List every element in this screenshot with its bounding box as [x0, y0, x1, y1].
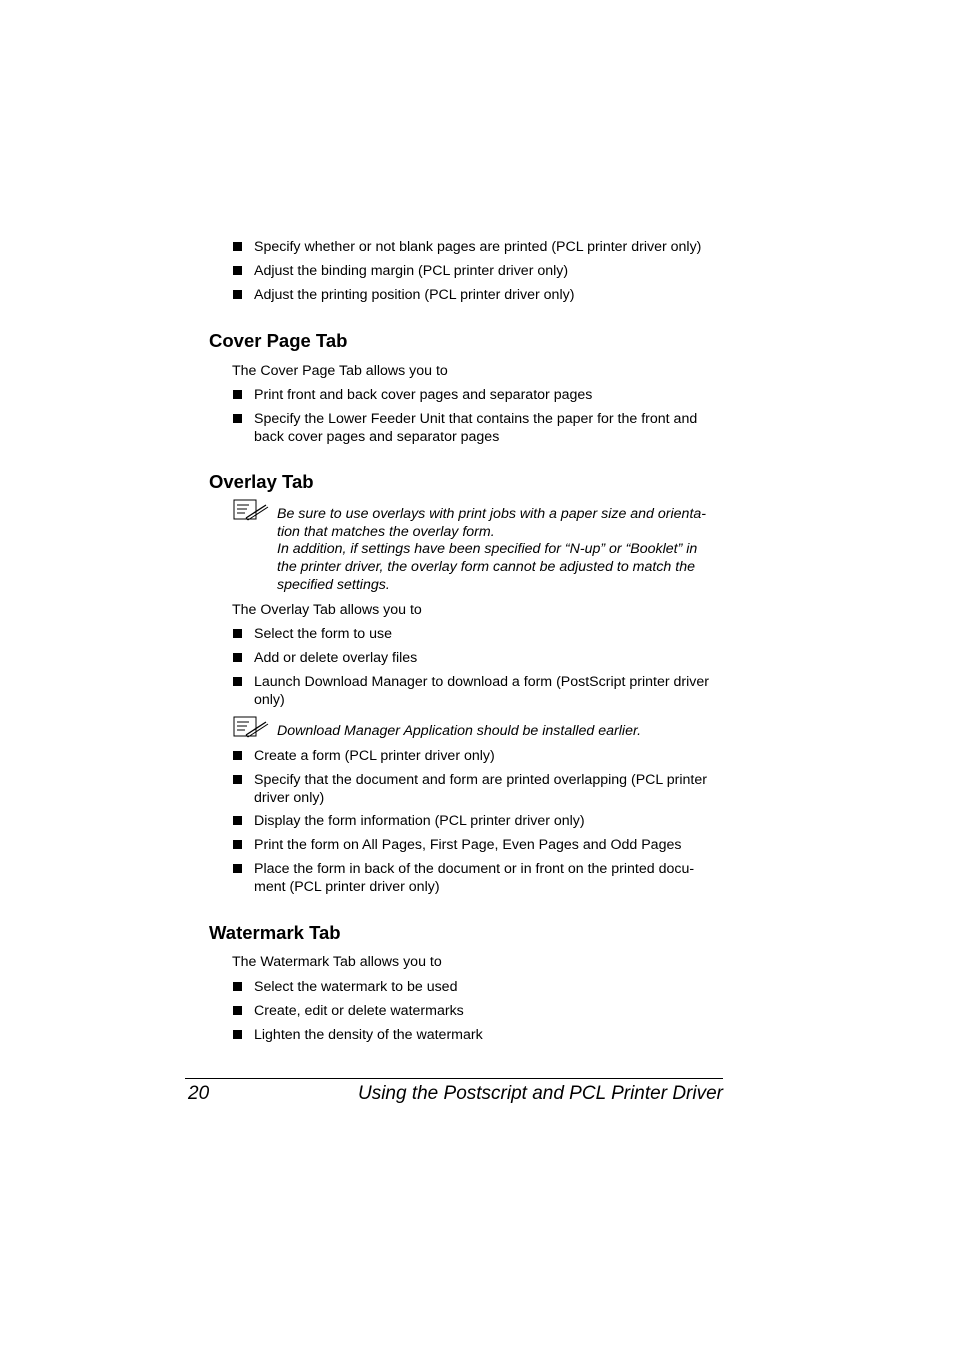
list-item-text: Print front and back cover pages and separator pages: [254, 387, 593, 403]
list-item-text-continued: back cover pages and separator pages: [254, 429, 500, 445]
section-heading-cover-page: Cover Page Tab: [209, 330, 348, 351]
section-heading-watermark: Watermark Tab: [209, 922, 341, 943]
list-item-text: Adjust the printing position (PCL printer driver only): [254, 287, 575, 303]
note-line: Be sure to use overlays with print jobs with a paper size and orienta-: [277, 506, 706, 522]
footer-title: Using the Postscript and PCL Printer Driver: [357, 1083, 723, 1104]
list-item-text: Select the form to use: [254, 626, 393, 642]
list-item-text: Launch Download Manager to download a form (PostScript printer driver: [254, 674, 710, 690]
list-item-text: Specify that the document and form are printed overlapping (PCL printer: [254, 772, 707, 788]
section-intro: The Overlay Tab allows you to: [232, 602, 422, 618]
note-pencil-icon: [233, 716, 269, 738]
section-intro: The Cover Page Tab allows you to: [232, 363, 448, 379]
list-item-text: Place the form in back of the document or in front on the printed docu-: [254, 861, 695, 877]
square-bullet-icon: [233, 629, 242, 638]
note-line: tion that matches the overlay form.: [277, 524, 495, 540]
section-intro: The Watermark Tab allows you to: [232, 954, 442, 970]
list-item-text: Lighten the density of the watermark: [254, 1027, 483, 1043]
list-item-text-continued: driver only): [254, 790, 325, 806]
square-bullet-icon: [233, 864, 242, 873]
square-bullet-icon: [233, 982, 242, 991]
square-bullet-icon: [233, 751, 242, 760]
square-bullet-icon: [233, 390, 242, 399]
list-item-text: Print the form on All Pages, First Page, Even Pages and Odd Pages: [254, 837, 682, 853]
square-bullet-icon: [233, 677, 242, 686]
square-bullet-icon: [233, 840, 242, 849]
list-item-text: Adjust the binding margin (PCL printer driver only): [254, 263, 569, 279]
page-number: 20: [188, 1083, 210, 1104]
list-item-text: Add or delete overlay files: [254, 650, 418, 666]
square-bullet-icon: [233, 242, 242, 251]
list-item-text: Create, edit or delete watermarks: [254, 1003, 464, 1019]
square-bullet-icon: [233, 653, 242, 662]
note-line: specified settings.: [277, 577, 390, 593]
note-line: Download Manager Application should be installed earlier.: [277, 723, 642, 739]
list-item-text-continued: only): [254, 692, 285, 708]
square-bullet-icon: [233, 266, 242, 275]
footer-divider: [185, 1078, 723, 1079]
list-item-text: Create a form (PCL printer driver only): [254, 748, 495, 764]
square-bullet-icon: [233, 414, 242, 423]
square-bullet-icon: [233, 290, 242, 299]
square-bullet-icon: [233, 816, 242, 825]
note-line: In addition, if settings have been specified for “N-up” or “Booklet” in: [277, 541, 698, 557]
section-heading-overlay: Overlay Tab: [209, 471, 314, 492]
list-item-text: Specify the Lower Feeder Unit that contains the paper for the front and: [254, 411, 698, 427]
list-item-text-continued: ment (PCL printer driver only): [254, 879, 440, 895]
list-item-text: Select the watermark to be used: [254, 979, 458, 995]
list-item-text: Specify whether or not blank pages are printed (PCL printer driver only): [254, 239, 702, 255]
square-bullet-icon: [233, 1030, 242, 1039]
note-line: the printer driver, the overlay form cannot be adjusted to match the: [277, 559, 695, 575]
note-pencil-icon: [233, 499, 269, 521]
square-bullet-icon: [233, 1006, 242, 1015]
square-bullet-icon: [233, 775, 242, 784]
list-item-text: Display the form information (PCL printer driver only): [254, 813, 585, 829]
